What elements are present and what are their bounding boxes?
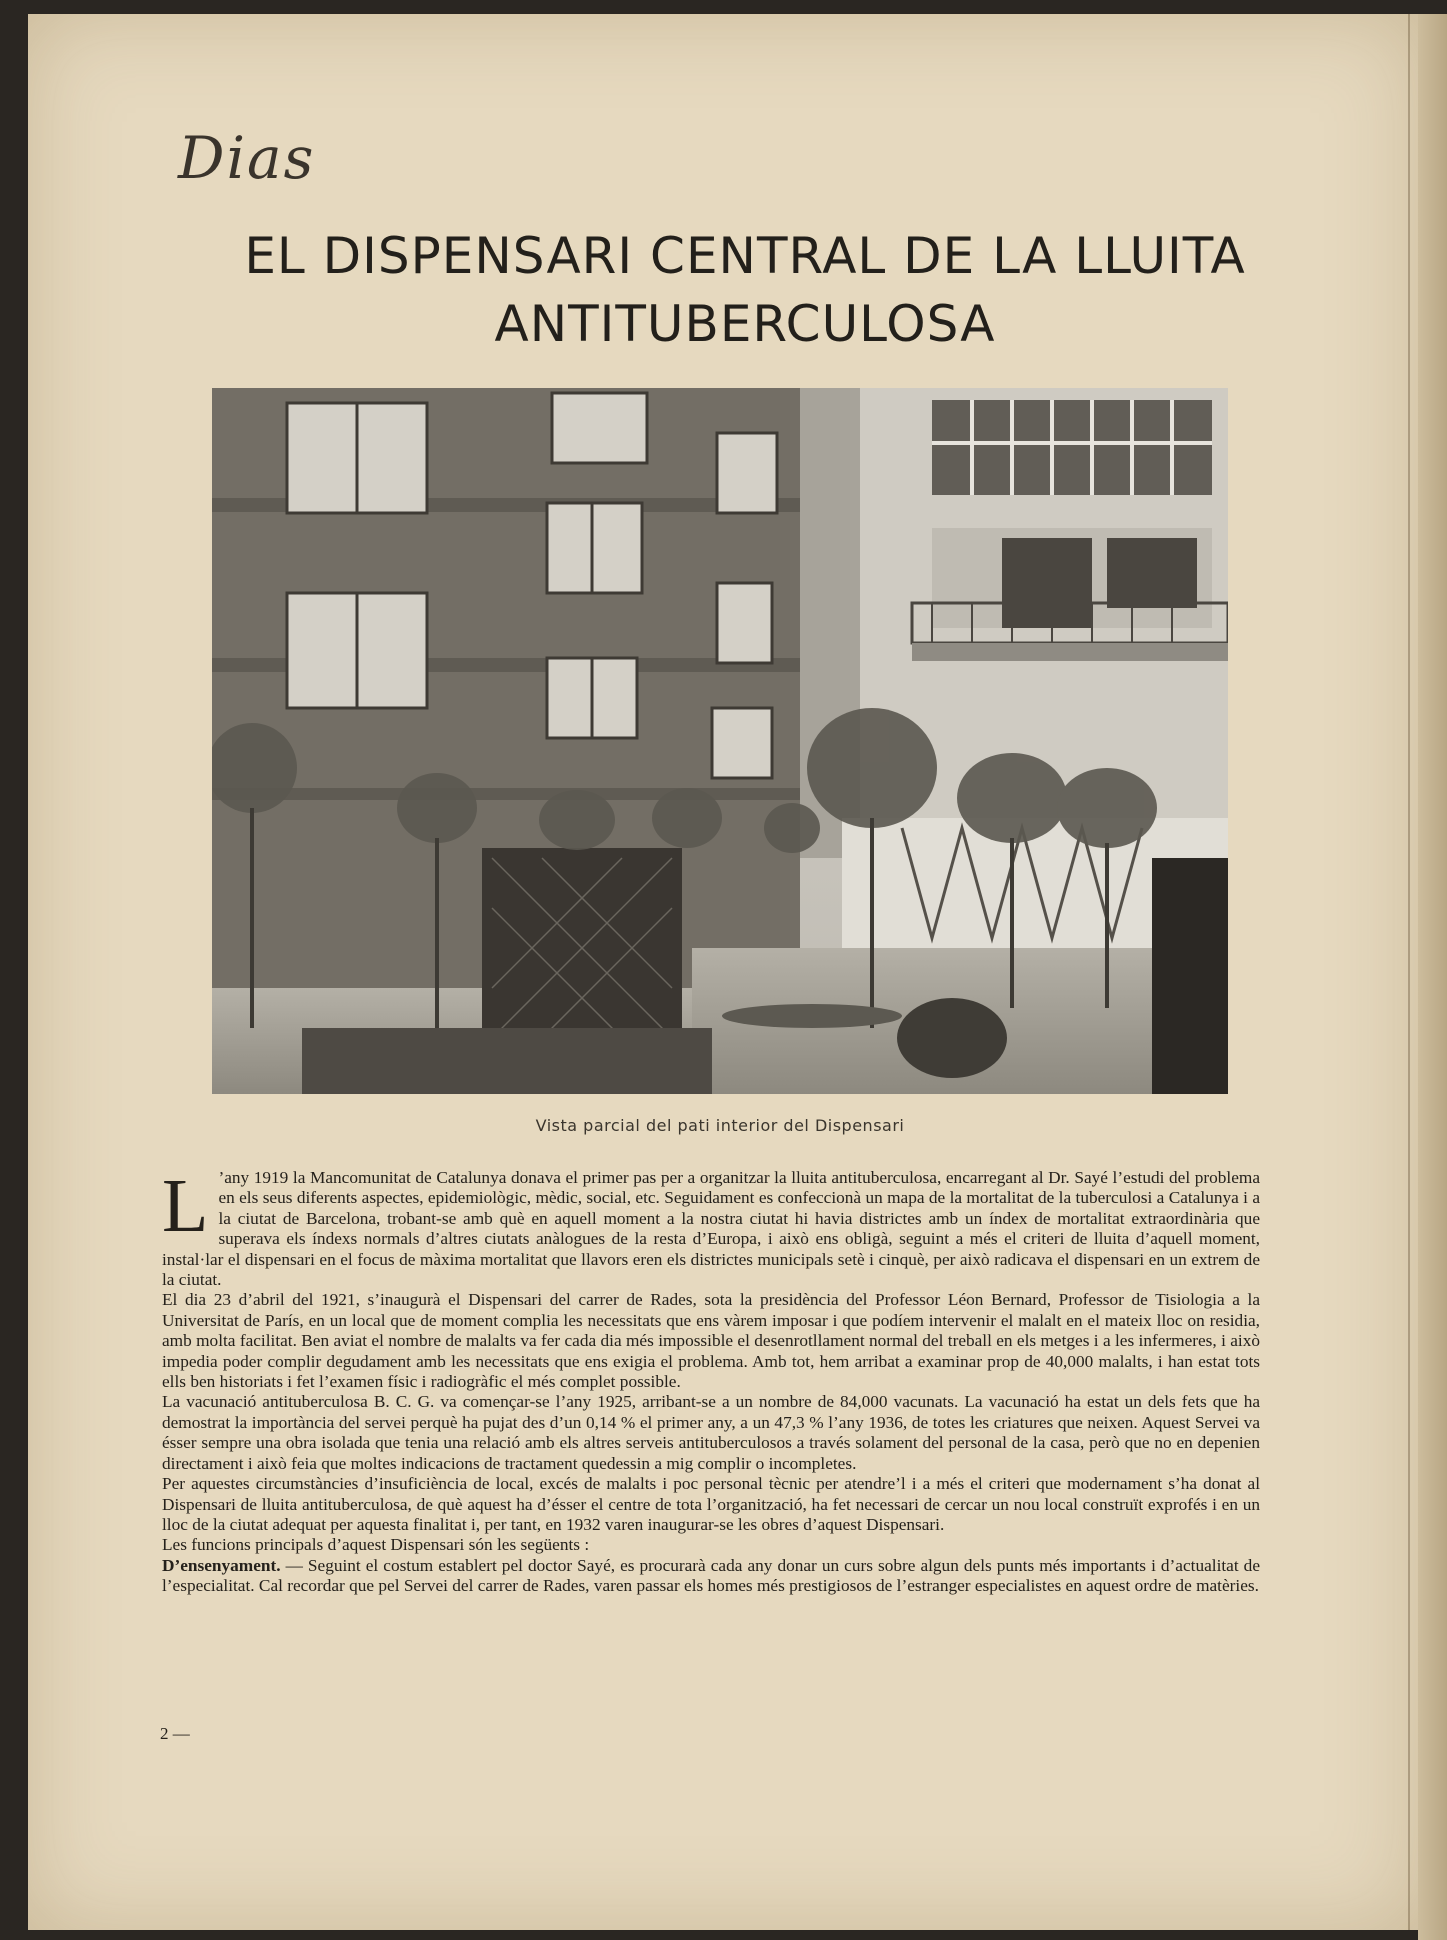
handwritten-note: Dias [178,124,316,192]
page-fold [1408,14,1410,1930]
page-number: 2 — [160,1724,190,1743]
paragraph-2: El dia 23 d’abril del 1921, s’inaugurà el Dispensari del carrer de Rades, sota la presidència del Professor Léon Bernard, Professor de Tisiologia a la Universitat de París, en un local que de moment complia les necessitats que ens vàrem imposar i que podíem intervenir el malalt en el mateix lloc on residia, amb molta facilitat. Ben aviat el nombre de malalts va fer cada dia més impossible el desenrotllament normal del treball en els metges i a les infermeres, i això impedia poder complir degudament amb les necessitats que ens exigia el problema. Amb tot, hem arribat a examinar prop de 40,000 malalts, i han estat tots ells ben historiats i fet l’examen físic i radiogràfic el més complet possible. [162,1290,1260,1392]
courtyard-photograph [212,388,1228,1094]
paragraph-4: Per aquestes circumstàncies d’insuficiència de local, excés de malalts i poc personal tècnic per atendre’l i a més el criteri que modernament s’ha donat al Dispensari de lluita antituberculosa, de què aquest ha d’ésser el centre de tota l’organització, ha fet necessari de cercar un nou local construït exprofés i en un lloc de la ciutat adequat per aquesta finalitat i, per tant, en 1932 varen inaugurar-se les obres d’aquest Dispensari. [162,1474,1260,1534]
drop-cap: L [162,1164,209,1248]
title-line-1: EL DISPENSARI CENTRAL DE LA LLUITA [244,227,1246,285]
photo-caption: Vista parcial del pati interior del Dispensari [535,1116,905,1135]
paragraph-1: ’any 1919 la Mancomunitat de Catalunya donava el primer pas per a organitzar la lluita antituberculosa, encarregant al Dr. Sayé l’estudi del problema en els seus diferents aspectes, epidemiològic, mèdic, social, etc. Seguidament es confeccionà un mapa de la mortalitat de la tuberculosi a Catalunya i a la ciutat de Barcelona, trobant-se amb què en aquell moment a la nostra ciutat hi havia districtes amb un índex de mortalitat extraordinària que superava els índexs normals d’altres ciutats anàlogues de la resta d’Europa, i això ens obligà, seguint a més el criteri de lluita d’aquell moment, instal·lar el dispensari en el focus de màxima mortalitat que llavors eren els districtes municipals setè i cinquè, per això radicava el dispensari en un extrem de la ciutat. [162,1168,1260,1290]
paragraph-3: La vacunació antituberculosa B. C. G. va començar-se l’any 1925, arribant-se a un nombre de 84,000 vacunats. La vacunació ha estat un dels fets que ha demostrat la importància del servei perquè ha pujat des d’un 0,14 % el primer any, a un 47,3 % l’any 1936, de totes les criatures que neixen. Aquest Servei va ésser sempre una obra isolada que tenia una relació amb els altres serveis antituberculosos a través solament del personal de la casa, però que no en depenien directament i això feia que moltes indicacions de tractament quedessin a mig complir o incompletes. [162,1392,1260,1473]
section-lead: D’ensenyament. [162,1555,281,1575]
title-line-2: ANTITUBERCULOSA [494,295,996,353]
paragraph-6 [162,1556,1260,1597]
paragraph-5: Les funcions principals d’aquest Dispensari són les següents : [162,1535,590,1555]
article-title [100,222,1390,358]
next-page-edge [1418,14,1447,1940]
article-body [162,1164,1260,1597]
section-text: — Seguint el costum establert pel doctor Sayé, es procurarà cada any donar un curs sobre algun dels punts més importants i d’actualitat de l’especialitat. Cal recordar que pel Servei del carrer de Rades, varen passar els homes més prestigiosos de l’estranger especialistes en aquest ordre de matèries. [162,1555,1260,1596]
